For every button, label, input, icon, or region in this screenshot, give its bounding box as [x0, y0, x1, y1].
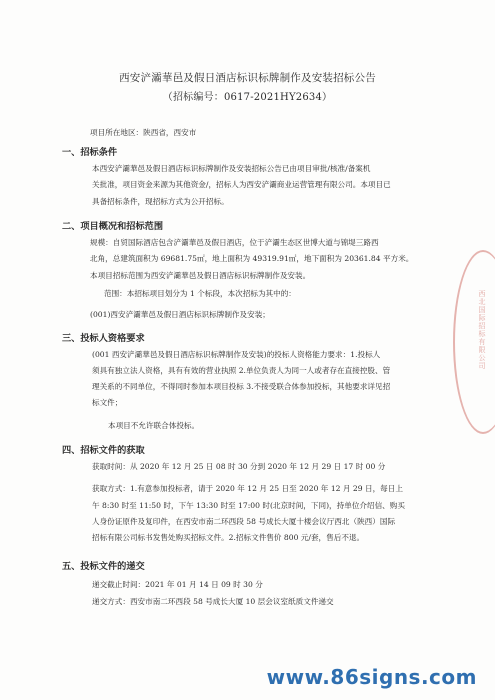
section-4-line-1: 获取时间：从 2020 年 12 月 25 日 08 时 30 分到 2020 年 12 月 29 日 17 时 00 分 — [92, 462, 386, 471]
section-3-line-4: 标文件； — [92, 398, 123, 407]
section-2-line-5: (001)西安浐灞華邑及假日酒店标识标牌制作及安装； — [90, 310, 270, 319]
bid-number: （招标编号：0617-2021HY2634） — [162, 92, 333, 103]
section-heading-5: 五、投标文件的递交 — [62, 561, 145, 572]
section-3-line-5: 本项目不允许联合体投标。 — [108, 421, 200, 430]
section-4-line-5: 招标有限公司标书发售处购买招标文件。2.招标文件售价 800 元/套，售后不退。 — [92, 533, 365, 542]
section-1-line-3: 具备招标条件，现招标方式为公开招标。 — [92, 197, 229, 206]
site-watermark: www.86signs.com — [266, 665, 477, 689]
seal-text: 西北国际招标有限公司 — [478, 290, 486, 370]
project-location: 项目所在地区：陕西省，西安市 — [90, 128, 197, 137]
section-heading-4: 四、招标文件的获取 — [62, 445, 145, 456]
section-2-line-4: 范围：本招标项目划分为 1 个标段，本次招标为其中的： — [104, 289, 296, 298]
section-heading-2: 二、项目概况和招标范围 — [62, 221, 164, 232]
section-2-line-3: 本项目招标范围为西安浐灞華邑及假日酒店标识标牌制作及安装。 — [90, 271, 311, 280]
section-4-line-4: 人身份证原件及复印件，在西安市南二环西段 58 号成长大厦十楼会议厅西北（陕西）国际 — [92, 517, 396, 526]
document-title: 西安浐灞華邑及假日酒店标识标牌制作及安装招标公告 — [119, 72, 376, 84]
section-4-line-3: 午 8:30 时至 11:50 时，下午 13:30 时至 17:00 时(北京时间，下同)，持单位介绍信、购买 — [92, 501, 405, 510]
section-3-line-1: (001 西安浐灞華邑及假日酒店标识标牌制作及安装)的投标人资格能力要求：1.投标人 — [92, 350, 381, 359]
section-5-line-1: 递交截止时间：2021 年 01 月 14 日 09 时 30 分 — [92, 580, 263, 589]
section-4-line-2: 获取方式：1.有意参加投标者，请于 2020 年 12 月 25 日至 2020 年 12 月 29 日，每日上 — [92, 484, 403, 493]
section-1-line-2: 关批准，项目资金来源为其他资金/，招标人为西安浐灞商业运营管理有限公司。本项目已 — [92, 180, 391, 189]
section-1-line-1: 本西安浐灞華邑及假日酒店标识标牌制作及安装招标公告已由项目审批/核准/备案机 — [92, 164, 371, 173]
section-5-line-2: 递交方式：西安市南二环西段 58 号成长大厦 10 层会议室纸质文件递交 — [92, 597, 334, 606]
section-2-line-1: 规模：自贸国际酒店包含浐灞華邑及假日酒店，位于浐灞生态区世博大道与锦堤三路西 — [90, 238, 379, 247]
section-3-line-2: 须具有独立法人资格，具有有效的营业执照 2.单位负责人为同一人或者存在直接控股、管 — [92, 366, 391, 375]
section-heading-1: 一、招标条件 — [62, 147, 118, 158]
company-seal — [453, 250, 495, 434]
section-heading-3: 三、投标人资格要求 — [62, 333, 145, 344]
section-3-line-3: 理关系的不同单位，不得同时参加本项目投标 3.不接受联合体参加投标，其他要求详见招 — [92, 382, 391, 391]
section-2-line-2: 北角，总建筑面积为 69681.75㎡，地上面积为 49319.91㎡，地下面积为 20361.84 平方米。 — [90, 254, 414, 263]
